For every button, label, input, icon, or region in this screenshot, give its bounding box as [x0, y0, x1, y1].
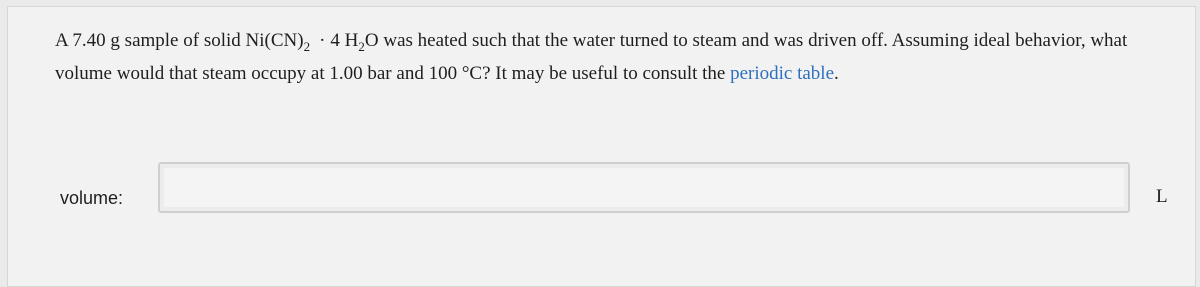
question-part-1: A 7.40 g sample of solid Ni(CN) [55, 30, 304, 51]
question-text [55, 24, 1185, 90]
question-end: . [834, 63, 839, 84]
volume-label: volume: [60, 188, 124, 208]
periodic-table-link[interactable]: periodic table [730, 63, 835, 84]
question-part-3: O was heated such that the water turned to steam and was driven off. Assuming ideal behavior, what volume would that steam occupy at 1.00 bar and 100 °C? It may be useful to consult the [55, 30, 1128, 84]
volume-input[interactable] [158, 162, 1130, 213]
subscript-2-cn: 2 [303, 39, 311, 54]
question-panel [7, 6, 1196, 287]
hydrate-dot: · [319, 30, 326, 51]
subscript-2-h: 2 [358, 39, 365, 54]
unit-label: L [1156, 186, 1168, 207]
question-part-2: 4 H [330, 30, 359, 51]
